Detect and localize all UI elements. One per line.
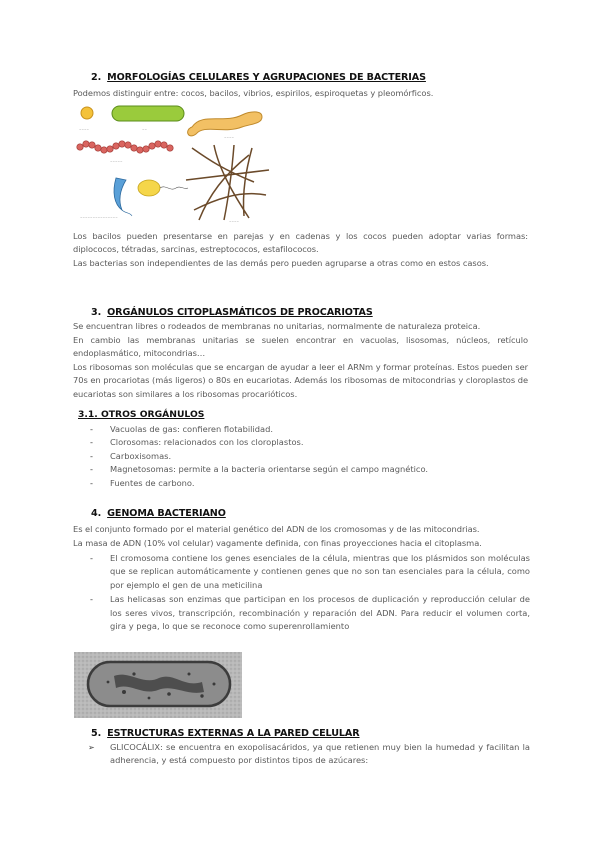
bacillus-shape xyxy=(112,106,184,121)
section-2-paragraph-2: Las bacterias son independientes de las demás pero pueden agruparse a otras como en estos casos. xyxy=(73,258,489,268)
section-3-paragraph-1: Se encuentran libres o rodeados de membranas no unitarias, normalmente de naturaleza proteica. xyxy=(73,321,481,331)
section-4-paragraph-2: La masa de ADN (10% vol celular) vagamente definida, con finas proyecciones hacia el citoplasma. xyxy=(73,538,482,548)
section-4-paragraph-1: Es el conjunto formado por el material genético del ADN de los cromosomas y de las mitocondrias. xyxy=(73,524,480,534)
list-item: - Vacuolas de gas: confieren flotabilidad. xyxy=(90,423,530,436)
genome-list xyxy=(90,552,530,633)
section-4-heading: 4. GENOMA BACTERIANO xyxy=(91,508,226,519)
coccus-shape xyxy=(81,107,93,119)
list-item: - El cromosoma contiene los genes esenciales de la célula, mientras que los plásmidos son moléculas que se replican automáticamente y contienen genes que no son tan esenciales para la célula, como por ejemplo el gen de una meticilina xyxy=(90,552,530,592)
vibrio-shape xyxy=(114,178,126,210)
streptococcus-chain xyxy=(77,141,173,153)
section-2-heading: 2. MORFOLOGÍAS CELULARES Y AGRUPACIONES DE BACTERIAS xyxy=(91,72,426,83)
section-2-intro: Podemos distinguir entre: cocos, bacilos, vibrios, espirilos, espiroquetas y pleomórficos. xyxy=(73,88,434,98)
external-structures-list xyxy=(90,741,530,768)
list-item: - Magnetosomas: permite a la bacteria orientarse según el campo magnético. xyxy=(90,463,530,476)
svg-text:~~: ~~ xyxy=(142,127,148,131)
svg-text:~~~~~~~~~~~~~~~: ~~~~~~~~~~~~~~~ xyxy=(80,215,118,219)
list-item: - Fuentes de carbono. xyxy=(90,477,530,490)
other-organelles-list xyxy=(90,423,530,490)
svg-text:~~~~: ~~~~ xyxy=(224,135,235,139)
section-3-paragraph-2: En cambio las membranas unitarias se suelen encontrar en vacuolas, lisosomas, núcleos, retículo endoplasmático, mitocondrias… xyxy=(73,335,528,359)
list-item: - Carboxisomas. xyxy=(90,450,530,463)
svg-text:~~~~: ~~~~ xyxy=(79,127,90,131)
section-3-paragraph-3: Los ribosomas son moléculas que se encargan de ayudar a leer el ARNm y formar proteínas. Estos pueden ser 70s en procariotas (más ligeros) o 80s en eucariotas. Además los ribosomas de mitocondrias y cloroplastos de eucariotas son similares a los ribosomas procarióticos. xyxy=(73,362,528,399)
list-item: - Las helicasas son enzimas que participan en los procesos de duplicación y reproducción celular de los seres vivos, transcripción, recombinación y reparación del ADN. Para reducir el volumen corta, gira y pega, lo que se reconoce como superenrollamiento xyxy=(90,593,530,633)
section-3-heading: 3. ORGÁNULOS CITOPLASMÁTICOS DE PROCARIOTAS xyxy=(91,307,373,318)
list-item: ➢ GLICOCÁLIX: se encuentra en exopolisacáridos, ya que retienen muy bien la humedad y facilitan la adherencia, y está compuesto por distintos tipos de azúcares: xyxy=(90,741,530,768)
svg-text:~~~~~: ~~~~~ xyxy=(110,159,123,163)
curved-bacillus-shape xyxy=(188,112,262,136)
section-5-heading: 5. ESTRUCTURAS EXTERNAS A LA PARED CELULAR xyxy=(91,728,360,739)
svg-text:~~~~: ~~~~ xyxy=(229,219,240,223)
spirochete-tangle xyxy=(186,145,269,220)
bacterial-genome-micrograph xyxy=(74,652,242,718)
section-2-paragraph-1: Los bacilos pueden presentarse en parejas y en cadenas y los cocos pueden adoptar varias formas: diplococos, tétradas, sarcinas, estreptococos, estafilococos. xyxy=(73,231,528,255)
subsection-3-1-heading: 3.1. OTROS ORGÁNULOS xyxy=(78,409,205,420)
bacteria-morphology-illustration xyxy=(74,100,274,225)
list-item: - Clorosomas: relacionados con los cloroplastos. xyxy=(90,436,530,449)
flagellated-bacterium-shape xyxy=(138,180,160,196)
